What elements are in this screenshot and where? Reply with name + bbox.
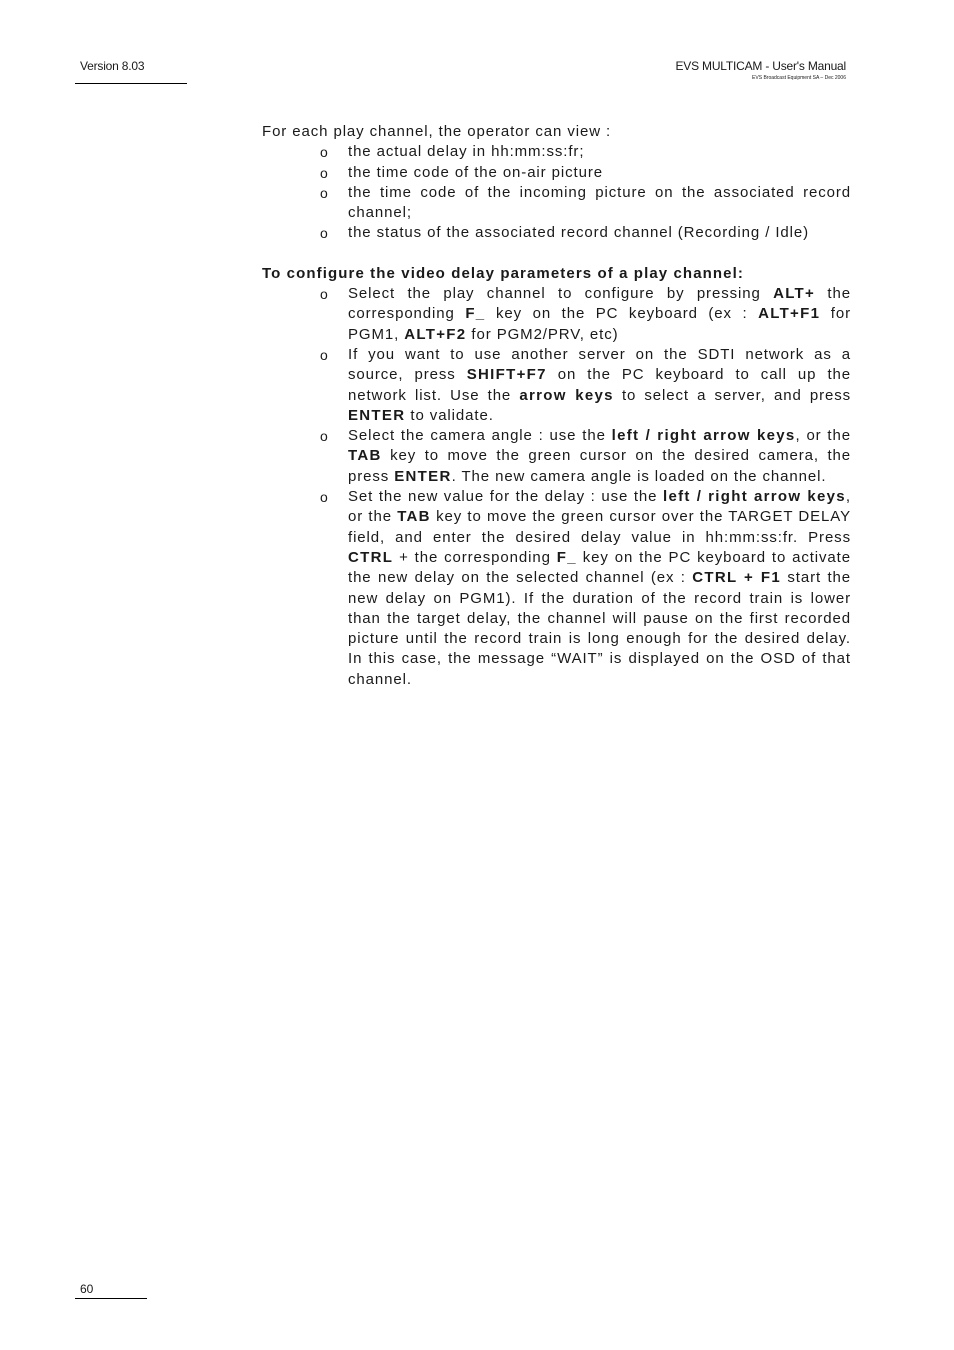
step-text: Select the camera angle : use the <box>348 427 612 445</box>
steps-list <box>262 284 851 690</box>
step-text: + the corresponding <box>393 548 557 566</box>
bullet-icon: o <box>320 286 329 303</box>
step-text: Select the play channel to configure by pressing <box>348 285 774 303</box>
step-text: . The new camera angle is loaded on the channel. <box>451 467 827 485</box>
step-text: for PGM2/PRV, etc) <box>466 325 619 343</box>
manual-subtitle: EVS Broadcast Equipment SA – Dec 2006 <box>752 75 846 81</box>
step-item <box>262 426 851 487</box>
list-item <box>262 223 851 243</box>
step-item <box>262 284 851 345</box>
page-content <box>262 122 851 690</box>
key-label: SHIFT+F7 <box>466 366 547 384</box>
step-text: key on the PC keyboard to activate the new delay on the selected channel (ex : <box>348 548 851 587</box>
key-label: CTRL + F1 <box>692 569 781 587</box>
bullet-icon: o <box>320 225 329 242</box>
key-label: F_ <box>465 305 486 323</box>
key-label: TAB <box>397 508 431 526</box>
view-item-text: the actual delay in hh:mm:ss:fr; <box>348 143 585 161</box>
step-text: key to move the green cursor over the TARGET DELAY field, and enter the desired delay value in hh:mm:ss:fr. Press <box>348 508 851 546</box>
view-list <box>262 142 851 243</box>
view-item-text: the time code of the incoming picture on the associated record channel; <box>348 183 851 222</box>
step-text: start the new delay on PGM1). If the duration of the record train is lower than the target delay, the channel will pause on the first recorded picture until the record train is long enough for the desired delay. In this case, the message “WAIT” is displayed on the OSD of that channel. <box>348 569 851 688</box>
header-left-rule <box>75 83 187 84</box>
step-text: the corresponding <box>348 285 851 323</box>
key-label: ENTER <box>394 467 452 485</box>
step-item <box>262 487 851 690</box>
step-text: key on the PC keyboard (ex : <box>485 305 759 323</box>
key-label: CTRL <box>348 548 394 566</box>
bullet-icon: o <box>320 489 329 506</box>
key-label: arrow keys <box>519 386 614 404</box>
bullet-icon: o <box>320 184 329 201</box>
key-label: ENTER <box>348 406 406 424</box>
section-heading: To configure the video delay parameters of a play channel: <box>262 264 744 282</box>
key-label: TAB <box>348 447 382 465</box>
bullet-icon: o <box>320 428 329 445</box>
key-label: left / right arrow keys <box>611 427 796 445</box>
manual-title: EVS MULTICAM - User's Manual <box>675 59 846 73</box>
manual-title-block <box>675 59 846 81</box>
step-text: to select a server, and press <box>613 386 852 404</box>
list-item <box>262 183 851 224</box>
key-label: F_ <box>556 548 577 566</box>
key-label: ALT+F2 <box>404 325 467 343</box>
step-text: on the PC keyboard to call up the network list. Use the <box>348 366 851 404</box>
step-text: for PGM1, <box>348 305 851 343</box>
step-text: Set the new value for the delay : use the <box>348 488 663 506</box>
step-text: If you want to use another server on the SDTI network as a source, press <box>348 345 851 384</box>
bullet-icon: o <box>320 144 329 161</box>
key-label: ALT+F1 <box>758 305 821 323</box>
footer-rule <box>75 1298 147 1299</box>
list-item <box>262 142 851 162</box>
key-label: left / right arrow keys <box>663 488 846 506</box>
intro-paragraph: For each play channel, the operator can view : <box>262 123 612 140</box>
step-item <box>262 345 851 426</box>
view-item-text: the status of the associated record channel (Recording / Idle) <box>348 224 810 242</box>
step-text: key to move the green cursor on the desired camera, the press <box>348 447 851 485</box>
step-text: , or the <box>348 488 851 526</box>
page-number: 60 <box>80 1282 94 1296</box>
key-label: ALT+ <box>773 285 816 303</box>
step-text: , or the <box>795 427 851 445</box>
bullet-icon: o <box>320 164 329 181</box>
view-item-text: the time code of the on-air picture <box>348 163 603 181</box>
list-item <box>262 163 851 183</box>
bullet-icon: o <box>320 346 329 363</box>
version-label: Version 8.03 <box>80 59 145 73</box>
step-text: to validate. <box>405 406 494 424</box>
